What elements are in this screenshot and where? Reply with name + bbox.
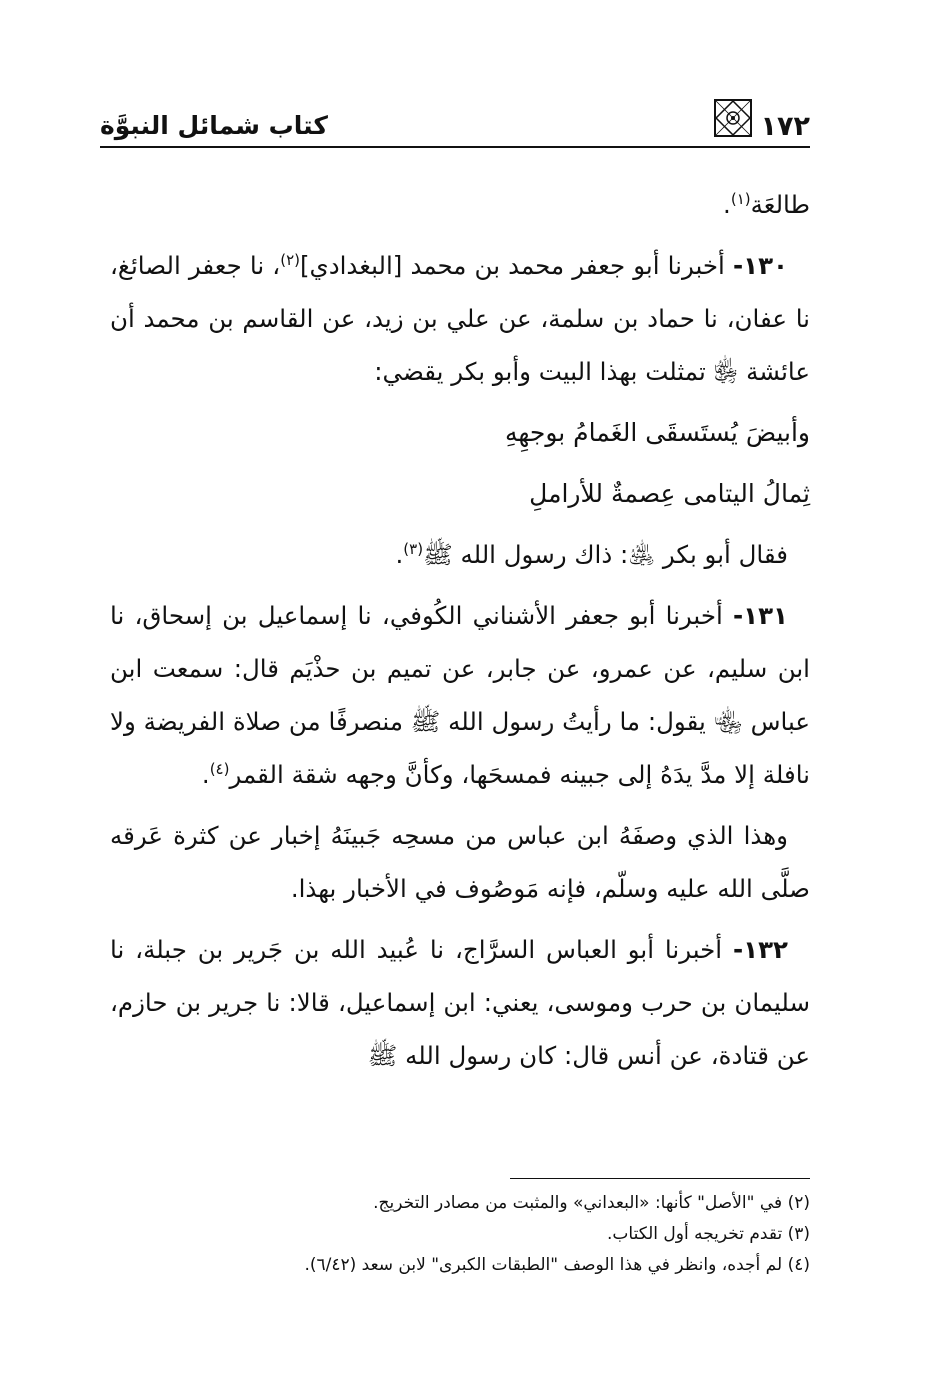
footnote-ref: (٢) [280, 250, 300, 269]
page-number: ١٧٢ [760, 111, 810, 142]
hadith-131: ١٣١- أخبرنا أبو جعفر الأشناني الكُوفي، نا إسماعيل بن إسحاق، نا ابن سليم، عن عمرو، عن جابر، عن تميم بن حذْيَم قال: سمعت ابن عباس ﵄ يقول: ما رأيتُ رسول الله ﷺ منصرفًا من صلاة الفريضة ولا نافلة إلا مدَّ يدَهُ إلى جبينه فمسحَها، وكأنَّ وجهه شقة القمر$^{(٤)}$. [110, 601, 810, 789]
footnote-ref: (٤) [209, 759, 230, 778]
footnotes [110, 1188, 810, 1281]
hadith-number: ١٣١- [732, 601, 788, 630]
paragraph-continuation: طالعَة$^{(١)}$. [723, 189, 810, 219]
poem-verse-first-hemistich: وأبيضَ يُستَسقَى الغَمامُ بوجهِهِ [504, 418, 810, 447]
footnote-3: (٣) تقدم تخريجه أول الكتاب. [606, 1224, 810, 1244]
footnote-divider [510, 1178, 810, 1179]
hadith-number: ١٣٠- [732, 251, 788, 280]
hadith-number: ١٣٢- [732, 935, 789, 964]
running-header [100, 96, 810, 148]
ornament-icon [713, 98, 753, 142]
hadith-130: ١٣٠- أخبرنا أبو جعفر محمد بن محمد [البغدادي]$^{(٢)}$، نا جعفر الصائغ، نا عفان، نا حماد بن سلمة، عن علي بن زيد، عن القاسم بن محمد أن عائشة ﵂ تمثلت بهذا البيت وأبو بكر يقضي: [110, 250, 810, 386]
footnote-ref: (٣) [403, 539, 424, 558]
main-text [110, 178, 810, 1090]
commentary-paragraph: وهذا الذي وصفَهُ ابن عباس من مسحِه جَبينَهُ إخبار عن كثرة عَرقه صلَّى الله عليه وسلّم، فإنه مَوصُوف في الأخبار بهذا. [110, 821, 810, 903]
footnote-4: (٤) لم أجده، وانظر في هذا الوصف "الطبقات الكبرى" لابن سعد (٦/٤٢). [304, 1255, 810, 1275]
footnote-ref: (١) [730, 189, 751, 208]
header-right [705, 98, 810, 146]
book-title: كتاب شمائل النبوَّة [100, 111, 328, 140]
footnote-2: (٢) في "الأصل" كأنها: «البعداني» والمثبت من مصادر التخريج. [373, 1193, 810, 1213]
poem-verse-second-hemistich: ثِمالُ اليتامى عِصمةٌ للأراملِ [529, 479, 810, 508]
after-verse: فقال أبو بكر ﵁: ذاك رسول الله ﷺ$^{(٣)}$. [395, 539, 788, 569]
hadith-132: ١٣٢- أخبرنا أبو العباس السرَّاج، نا عُبيد الله بن جَرير بن جبلة، نا سليمان بن حرب وموسى، يعني: ابن إسماعيل، قالا: نا جرير بن حازم، عن قتادة، عن أنس قال: كان رسول الله ﷺ [110, 935, 810, 1070]
